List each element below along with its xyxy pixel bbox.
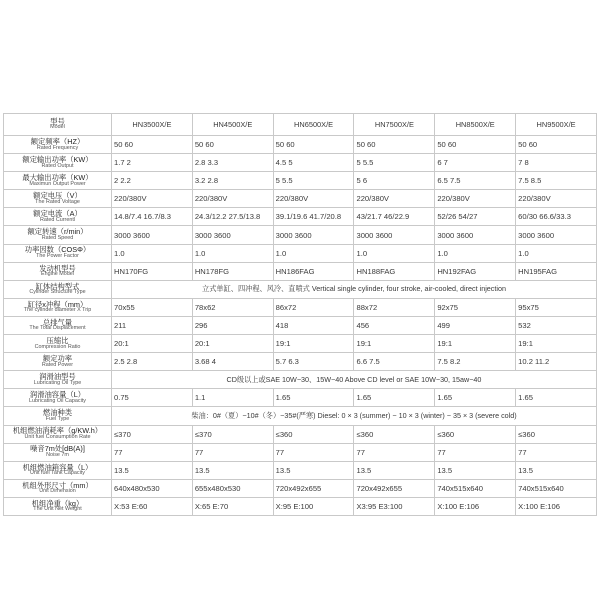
spec-label bbox=[4, 154, 112, 172]
spec-value: 456 bbox=[354, 316, 435, 334]
spec-label-cn: 机组净重（kg） bbox=[31, 498, 84, 508]
spec-row bbox=[4, 280, 597, 298]
spec-label-en: The Unit Net Weight bbox=[33, 506, 82, 513]
spec-value: 3.2 2.8 bbox=[192, 172, 273, 190]
spec-value: 1.65 bbox=[273, 389, 354, 407]
spec-value: 77 bbox=[112, 443, 193, 461]
spec-row bbox=[4, 407, 597, 425]
spec-value: 1.0 bbox=[112, 244, 193, 262]
spec-row bbox=[4, 208, 597, 226]
spec-row bbox=[4, 479, 597, 497]
spec-value: X:95 E:100 bbox=[273, 497, 354, 515]
spec-value: 50 60 bbox=[112, 136, 193, 154]
spec-value: X3:95 E3:100 bbox=[354, 497, 435, 515]
spec-value: HN170FG bbox=[112, 262, 193, 280]
spec-label-cn: 额定频率（HZ） bbox=[30, 136, 85, 146]
spec-value: 13.5 bbox=[273, 461, 354, 479]
spec-row bbox=[4, 425, 597, 443]
spec-value: 13.5 bbox=[516, 461, 597, 479]
spec-label-cn: 额定转速（r/min） bbox=[27, 227, 88, 237]
spec-value: 4.5 5 bbox=[273, 154, 354, 172]
spec-label-en: The Rated Voltage bbox=[35, 198, 80, 205]
spec-value: 13.5 bbox=[112, 461, 193, 479]
spec-value: X:100 E:106 bbox=[435, 497, 516, 515]
spec-value: ≤360 bbox=[273, 425, 354, 443]
spec-value: 19:1 bbox=[273, 335, 354, 353]
spec-value: 13.5 bbox=[435, 461, 516, 479]
spec-value: 220/380V bbox=[192, 190, 273, 208]
spec-value: 220/380V bbox=[435, 190, 516, 208]
spec-value: ≤370 bbox=[112, 425, 193, 443]
spec-value: 3000 3600 bbox=[435, 226, 516, 244]
spec-value: 6 7 bbox=[435, 154, 516, 172]
spec-value: X:65 E:70 bbox=[192, 497, 273, 515]
spec-value: 50 60 bbox=[192, 136, 273, 154]
spec-row bbox=[4, 316, 597, 334]
spec-label-en: Rated Output bbox=[41, 162, 74, 169]
model-column-header: HN7500X/E bbox=[354, 114, 435, 136]
header-label-cn: 型号 bbox=[50, 116, 65, 126]
spec-row bbox=[4, 335, 597, 353]
spec-value: 220/380V bbox=[516, 190, 597, 208]
spec-label-en: Lubricating Oil Type bbox=[33, 379, 82, 386]
spec-value: 39.1/19.6 41.7/20.8 bbox=[273, 208, 354, 226]
spec-value: 86x72 bbox=[273, 298, 354, 316]
spec-label-cn: 额定输出功率（KW） bbox=[22, 154, 93, 164]
spec-row bbox=[4, 461, 597, 479]
spec-label-cn: 机组燃油箱容量（L） bbox=[22, 462, 93, 472]
spec-label-en: Noise 7m bbox=[46, 452, 69, 459]
spec-value: 640x480x530 bbox=[112, 479, 193, 497]
spec-row bbox=[4, 497, 597, 515]
spec-value: 2 2.2 bbox=[112, 172, 193, 190]
spec-row bbox=[4, 154, 597, 172]
spec-value: 1.7 2 bbox=[112, 154, 193, 172]
spec-value: 5 6 bbox=[354, 172, 435, 190]
spec-value: 1.65 bbox=[516, 389, 597, 407]
spec-value: 7 8 bbox=[516, 154, 597, 172]
spec-value: 740x515x640 bbox=[516, 479, 597, 497]
spec-value: ≤360 bbox=[435, 425, 516, 443]
spec-table bbox=[3, 113, 597, 516]
spec-label bbox=[4, 353, 112, 371]
model-column-header: HN9500X/E bbox=[516, 114, 597, 136]
spec-label-en: Rated Frequency bbox=[36, 144, 79, 151]
spec-label bbox=[4, 335, 112, 353]
spec-value: 0.75 bbox=[112, 389, 193, 407]
spec-value: 92x75 bbox=[435, 298, 516, 316]
spec-label bbox=[4, 316, 112, 334]
spec-label bbox=[4, 298, 112, 316]
spec-label bbox=[4, 461, 112, 479]
spec-value: 6.6 7.5 bbox=[354, 353, 435, 371]
spec-value: 3000 3600 bbox=[112, 226, 193, 244]
spec-label-cn: 功率因数（COSΦ） bbox=[24, 245, 91, 255]
spec-value: 77 bbox=[192, 443, 273, 461]
spec-value: 1.0 bbox=[192, 244, 273, 262]
spec-value: 3000 3600 bbox=[516, 226, 597, 244]
spec-label-cn: 最大输出功率（KW） bbox=[22, 173, 93, 183]
spec-value: 50 60 bbox=[273, 136, 354, 154]
spec-label-en: Fuel Type bbox=[45, 415, 70, 422]
spec-label-cn: 发动机型号 bbox=[39, 263, 76, 273]
spec-value: 532 bbox=[516, 316, 597, 334]
spec-label-en: The Total Displacement bbox=[29, 325, 86, 332]
spec-row bbox=[4, 353, 597, 371]
spec-label-cn: 燃油种类 bbox=[42, 408, 73, 418]
spec-value: 418 bbox=[273, 316, 354, 334]
spec-row bbox=[4, 136, 597, 154]
spec-value: 43/21.7 46/22.9 bbox=[354, 208, 435, 226]
spec-label-en: Compression Ratio bbox=[34, 343, 81, 350]
spec-label bbox=[4, 371, 112, 389]
model-column-header: HN6500X/E bbox=[273, 114, 354, 136]
spec-value: 14.8/7.4 16.7/8.3 bbox=[112, 208, 193, 226]
spec-label-cn: 噪音7m处[dB(A)] bbox=[30, 444, 85, 454]
spec-value: 20:1 bbox=[192, 335, 273, 353]
spec-label-en: Unit Dimension bbox=[39, 488, 76, 495]
header-label-en: Model bbox=[50, 124, 65, 131]
spec-value: 220/380V bbox=[354, 190, 435, 208]
spec-label bbox=[4, 208, 112, 226]
spec-label bbox=[4, 280, 112, 298]
spec-label bbox=[4, 226, 112, 244]
spec-label-cn: 润滑油容量（L） bbox=[29, 390, 86, 400]
spec-label-cn: 机组燃油消耗率（g/KW.h） bbox=[12, 426, 103, 436]
spec-value: 77 bbox=[435, 443, 516, 461]
spec-label-cn: 缸径x冲程（mm） bbox=[27, 299, 88, 309]
header-label bbox=[4, 114, 112, 136]
spec-value: 220/380V bbox=[273, 190, 354, 208]
spec-value: X:100 E:106 bbox=[516, 497, 597, 515]
spec-value: 499 bbox=[435, 316, 516, 334]
spec-value: 1.65 bbox=[435, 389, 516, 407]
spec-value: 5 5.5 bbox=[273, 172, 354, 190]
spec-label-cn: 额定电流（A） bbox=[33, 209, 82, 219]
spec-value: 10.2 11.2 bbox=[516, 353, 597, 371]
spec-value: 3.68 4 bbox=[192, 353, 273, 371]
spec-row bbox=[4, 190, 597, 208]
spec-label bbox=[4, 443, 112, 461]
spec-value: 52/26 54/27 bbox=[435, 208, 516, 226]
spec-label bbox=[4, 407, 112, 425]
spec-value: 296 bbox=[192, 316, 273, 334]
spec-value: 19:1 bbox=[435, 335, 516, 353]
spec-value: 70x55 bbox=[112, 298, 193, 316]
spec-value: 1.0 bbox=[516, 244, 597, 262]
model-column-header: HN3500X/E bbox=[112, 114, 193, 136]
spec-value: ≤360 bbox=[354, 425, 435, 443]
spec-value: HN178FG bbox=[192, 262, 273, 280]
spec-value: 78x62 bbox=[192, 298, 273, 316]
spec-label-cn: 缸体结构型式 bbox=[35, 281, 80, 291]
spec-label-cn: 总排气量 bbox=[42, 317, 73, 327]
spec-value: 95x75 bbox=[516, 298, 597, 316]
spec-label-en: Rated Power bbox=[41, 361, 74, 368]
spec-label-cn: 润滑油型号 bbox=[39, 372, 76, 382]
spec-row bbox=[4, 298, 597, 316]
spec-value: ≤370 bbox=[192, 425, 273, 443]
spec-value: HN188FAG bbox=[354, 262, 435, 280]
spec-row bbox=[4, 443, 597, 461]
spec-label-en: Lubricating Oil Capacity bbox=[29, 397, 86, 404]
spec-label-cn: 压缩比 bbox=[46, 335, 69, 345]
spec-row bbox=[4, 262, 597, 280]
spec-label-en: Engine Model bbox=[41, 271, 74, 278]
spec-value: 211 bbox=[112, 316, 193, 334]
spec-value: 1.0 bbox=[435, 244, 516, 262]
spec-label bbox=[4, 425, 112, 443]
spec-value: 2.5 2.8 bbox=[112, 353, 193, 371]
spec-value: X:53 E:60 bbox=[112, 497, 193, 515]
spec-value: 740x515x640 bbox=[435, 479, 516, 497]
spec-label bbox=[4, 262, 112, 280]
spec-value: ≤360 bbox=[516, 425, 597, 443]
spec-value: 1.0 bbox=[354, 244, 435, 262]
spec-value: 720x492x655 bbox=[354, 479, 435, 497]
spec-label bbox=[4, 244, 112, 262]
spec-value: 1.0 bbox=[273, 244, 354, 262]
spec-value: 1.1 bbox=[192, 389, 273, 407]
spec-value: 7.5 8.5 bbox=[516, 172, 597, 190]
spec-value: HN192FAG bbox=[435, 262, 516, 280]
spec-value: 6.5 7.5 bbox=[435, 172, 516, 190]
spec-value: 7.5 8.2 bbox=[435, 353, 516, 371]
spec-row bbox=[4, 172, 597, 190]
spec-value: 50 60 bbox=[516, 136, 597, 154]
spec-value: 24.3/12.2 27.5/13.8 bbox=[192, 208, 273, 226]
spec-value: 5 5.5 bbox=[354, 154, 435, 172]
spec-value-span: 柴油：0#（夏）−10#（冬）−35#(严寒) Diesel: 0 × 3 (summer) − 10 × 3 (winter) − 35 × 3 (severe cold) bbox=[112, 407, 597, 425]
spec-label-cn: 额定电压（V） bbox=[33, 191, 82, 201]
spec-value: 2.8 3.3 bbox=[192, 154, 273, 172]
spec-value: 50 60 bbox=[354, 136, 435, 154]
spec-label-en: The cylinder diameter X Trip bbox=[23, 307, 92, 314]
spec-value: 3000 3600 bbox=[354, 226, 435, 244]
spec-value: 50 60 bbox=[435, 136, 516, 154]
spec-label-en: Cylinder Structure Type bbox=[29, 289, 86, 296]
spec-label-cn: 额定功率 bbox=[42, 354, 73, 363]
spec-value: 220/380V bbox=[112, 190, 193, 208]
spec-label bbox=[4, 190, 112, 208]
spec-value-span: 立式单缸、四冲程、风冷、直喷式 Vertical single cylinder, four stroke, air-cooled, direct injection bbox=[112, 280, 597, 298]
spec-value: 60/30 66.6/33.3 bbox=[516, 208, 597, 226]
spec-label bbox=[4, 389, 112, 407]
header-row bbox=[4, 114, 597, 136]
spec-row bbox=[4, 371, 597, 389]
model-column-header: HN4500X/E bbox=[192, 114, 273, 136]
spec-value: 19:1 bbox=[354, 335, 435, 353]
spec-value: 77 bbox=[516, 443, 597, 461]
spec-row bbox=[4, 389, 597, 407]
spec-value-span: CD级以上或SAE 10W−30、15W−40 Above CD level or SAE 10W−30, 15aw−40 bbox=[112, 371, 597, 389]
spec-value: HN195FAG bbox=[516, 262, 597, 280]
spec-label bbox=[4, 172, 112, 190]
spec-value: 13.5 bbox=[192, 461, 273, 479]
spec-value: 720x492x655 bbox=[273, 479, 354, 497]
spec-label-en: The Power Factor bbox=[36, 253, 79, 260]
spec-value: 88x72 bbox=[354, 298, 435, 316]
spec-value: 77 bbox=[273, 443, 354, 461]
spec-label-en: Rated Currentl bbox=[39, 216, 76, 223]
spec-label-en: Unit fuel Tank Capacity bbox=[29, 470, 86, 477]
spec-row bbox=[4, 244, 597, 262]
spec-value: 77 bbox=[354, 443, 435, 461]
spec-value: 655x480x530 bbox=[192, 479, 273, 497]
spec-body bbox=[4, 114, 597, 516]
spec-row bbox=[4, 226, 597, 244]
spec-value: 3000 3600 bbox=[273, 226, 354, 244]
spec-value: 13.5 bbox=[354, 461, 435, 479]
spec-value: 1.65 bbox=[354, 389, 435, 407]
spec-value: HN186FAG bbox=[273, 262, 354, 280]
spec-label-en: Unit fuel Consumption Rate bbox=[24, 434, 91, 441]
spec-label-en: Maximun Output Power bbox=[29, 180, 86, 187]
spec-label bbox=[4, 479, 112, 497]
spec-value: 5.7 6.3 bbox=[273, 353, 354, 371]
model-column-header: HN8500X/E bbox=[435, 114, 516, 136]
spec-value: 20:1 bbox=[112, 335, 193, 353]
spec-value: 3000 3600 bbox=[192, 226, 273, 244]
spec-value: 19:1 bbox=[516, 335, 597, 353]
spec-label bbox=[4, 497, 112, 515]
spec-label bbox=[4, 136, 112, 154]
spec-label-cn: 机组外形尺寸（mm） bbox=[22, 480, 93, 490]
spec-label-en: Rated Speed bbox=[41, 235, 74, 241]
